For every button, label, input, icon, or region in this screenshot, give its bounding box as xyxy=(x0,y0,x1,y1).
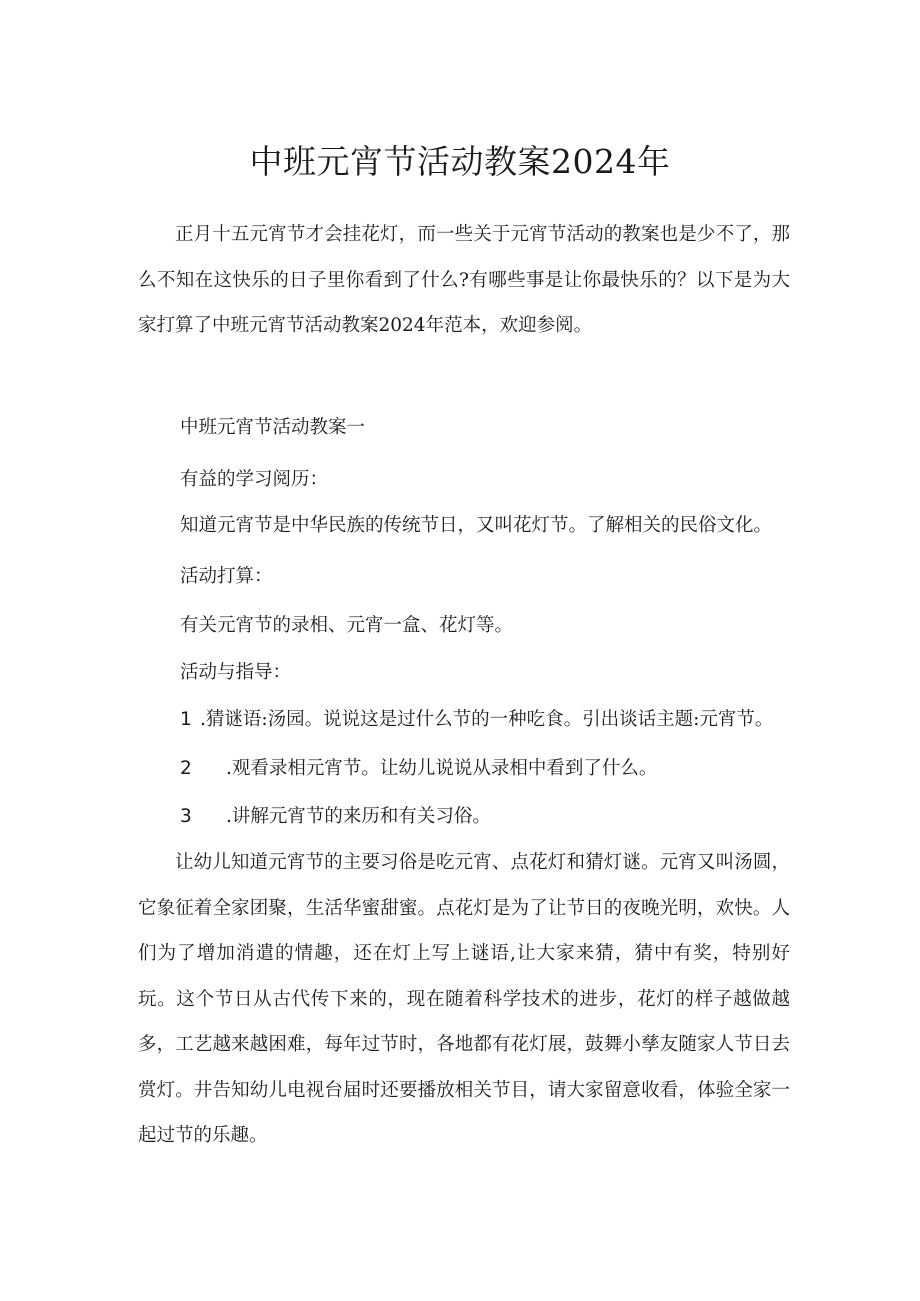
prep-text: 有关元宵节的录相、元宵一盒、花灯等。 xyxy=(180,615,514,636)
intro-paragraph: 正月十五元宵节才会挂花灯，而一些关于元宵节活动的教案也是少不了，那么不知在这快乐的日子里你看到了什么?有哪些事是让你最快乐的？以下是为大家打算了中班元宵节活动教案2024年范本，欢迎参阅。 xyxy=(138,224,790,336)
guide-label: 活动与指导： xyxy=(180,662,292,683)
closing-paragraph: 让幼儿知道元宵节的主要习俗是吃元宵、点花灯和猜灯谜。元宵又叫汤圆，它象征着全家团聚，生活华蜜甜蜜。点花灯是为了让节日的夜晚光明，欢快。人们为了增加消遣的情趣，还在灯上写上谜语,让大家来猜，猜中有奖，特别好玩。这个节日从古代传下来的，现在随着科学技术的进步，花灯的样子越做越多，工艺越来越困难，每年过节时，各地都有花灯展，鼓舞小孳友随家人节日去赏灯。井告知幼儿电视台届时还要播放相关节目，请大家留意收看，体验全家一起过节的乐趣。 xyxy=(138,852,790,1146)
step-item xyxy=(180,754,657,784)
goal-text: 知道元宵节是中华民族的传统节日，又叫花灯节。了解相关的民俗文化。 xyxy=(180,515,773,536)
step-item xyxy=(180,705,773,735)
step-item xyxy=(180,802,491,832)
goal-label: 有益的学习阅历： xyxy=(180,469,329,490)
step-number: 1 xyxy=(180,709,192,730)
step-number: 3 xyxy=(180,806,192,827)
section-heading: 中班元宵节活动教案一 xyxy=(180,417,366,438)
step-text: .观看录相元宵节。让幼儿说说从录相中看到了什么。 xyxy=(226,758,658,779)
document-title: 中班元宵节活动教案2024年 xyxy=(249,142,671,181)
step-number: 2 xyxy=(180,758,192,779)
step-text: .讲解元宵节的来历和有关习俗。 xyxy=(226,806,491,827)
step-text: .猜谜语:汤园。说说这是过什么节的一种吃食。引出谈话主题:元宵节。 xyxy=(200,709,774,730)
prep-label: 活动打算： xyxy=(180,566,273,587)
